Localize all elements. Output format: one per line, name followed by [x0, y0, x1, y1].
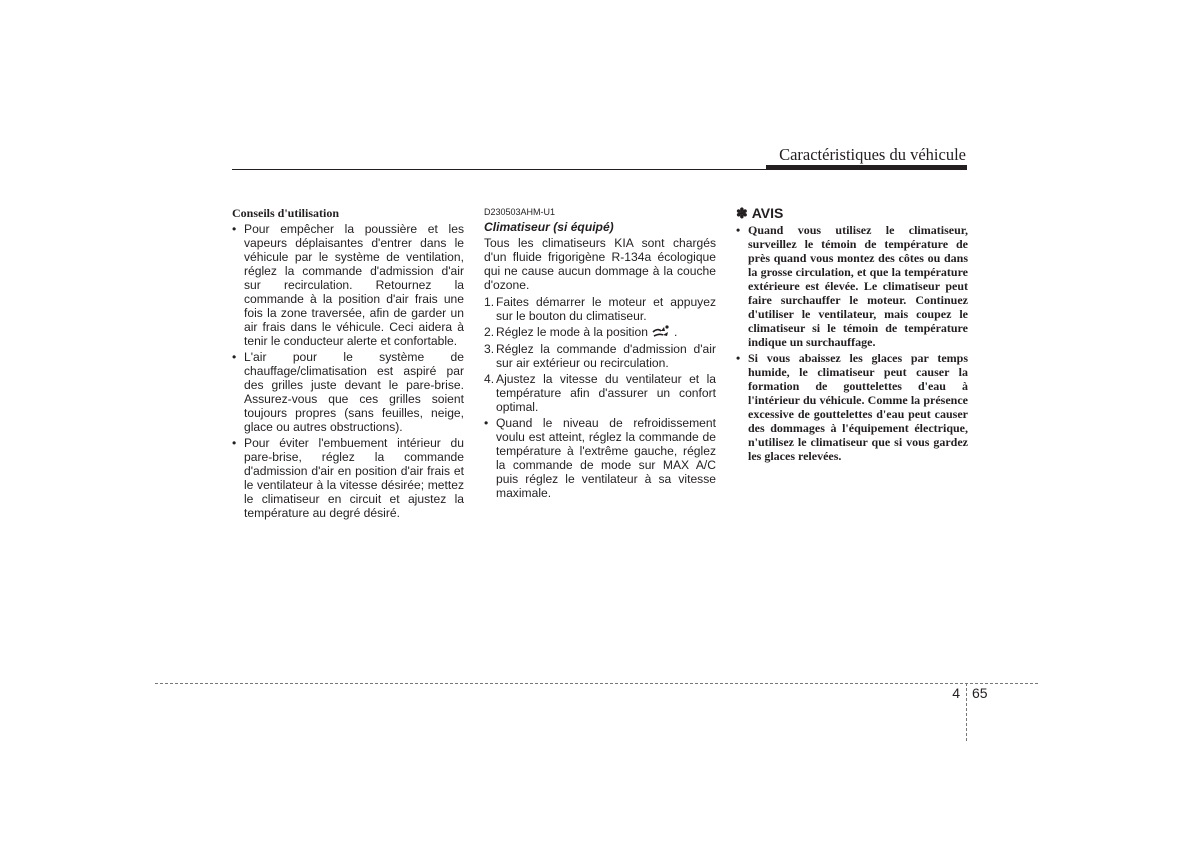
tips-list	[232, 222, 464, 520]
list-item: • L'air pour le système de chauffage/climatisation est aspiré par des grilles juste devant le pare-brise. Assurez-vous que ces grilles soient toujours propres (sans feuilles, neige, glace ou autres obstructions).	[232, 350, 464, 434]
bullet: •	[232, 436, 237, 450]
section-code: D230503AHM-U1	[484, 207, 556, 217]
bullet: •	[232, 222, 237, 236]
column-3	[736, 206, 968, 465]
notice-heading	[736, 206, 968, 220]
notice-list	[736, 223, 968, 463]
bullet: •	[736, 351, 741, 365]
list-item: 1. Faites démarrer le moteur et appuyez sur le bouton du climatiseur.	[484, 295, 716, 323]
bullet: •	[232, 350, 237, 364]
ac-intro: Tous les climatiseurs KIA sont chargés d'un fluide frigorigène R-134a écologique qui ne cause aucun dommage à la couche d'ozone.	[484, 236, 716, 292]
list-item: • Pour éviter l'embuement intérieur du pare-brise, réglez la commande d'admission d'air en position d'air frais et le ventilateur à la vitesse désirée; mettez le climatiseur en circuit et ajustez la température au degré désiré.	[232, 436, 464, 520]
ac-steps	[484, 295, 716, 414]
tips-heading: Conseils d'utilisation	[232, 206, 340, 220]
list-item: • Si vous abaissez les glaces par temps humide, le climatiseur peut causer la formation de gouttelettes d'eau à l'intérieur du véhicule. Comme la présence excessive de gouttelettes d'eau peut causer des dommages à l'équipement électrique, n'utilisez le climatiseur que si vous gardez les glaces relevées.	[736, 351, 968, 463]
list-item: 4. Ajustez la vitesse du ventilateur et la température afin d'assurer un confort optimal.	[484, 372, 716, 415]
bullet: •	[736, 223, 741, 237]
footer-rule	[155, 683, 1038, 684]
bullet: •	[484, 416, 489, 431]
section-title: Caractéristiques du véhicule	[779, 145, 966, 164]
mode-vent-icon	[652, 325, 670, 340]
ac-heading: Climatiseur (si équipé)	[484, 220, 614, 234]
list-item: • Quand vous utilisez le climatiseur, surveillez le témoin de température de près quand vous montez des côtes ou dans la grosse circulation, et que la température extérieure est élevée. Le climatiseur peut faire surchauffer le moteur. Continuez d'utiliser le ventilateur, mais coupez le climatiseur si le témoin de température indique un surchauffage.	[736, 223, 968, 349]
ac-bullet-list	[484, 416, 716, 500]
column-1	[232, 206, 464, 522]
chapter-number: 4	[952, 685, 960, 701]
page-number: 65	[972, 685, 988, 701]
list-item: • Pour empêcher la poussière et les vapeurs déplaisantes d'entrer dans le véhicule par le système de ventilation, réglez la commande d'admission d'air sur recirculation. Retournez la commande à la position d'air frais une fois la zone traversée, afin de garder un air frais dans le véhicule. Ceci aidera à tenir le conducteur alerte et confortable.	[232, 222, 464, 348]
notice-title: AVIS	[751, 205, 784, 221]
list-item: 2. Réglez le mode à la position .	[484, 325, 678, 339]
list-item: 3. Réglez la commande d'admission d'air sur air extérieur ou recirculation.	[484, 342, 716, 371]
header-rule	[232, 169, 967, 170]
notice-symbol-icon: ✽	[736, 205, 748, 221]
column-2	[484, 206, 716, 502]
list-item: • Quand le niveau de refroidissement voulu est atteint, réglez la commande de température à l'extrême gauche, réglez la commande de mode sur MAX A/C puis réglez le ventilateur à sa vitesse maximale.	[484, 416, 716, 501]
footer-divider	[966, 683, 967, 741]
